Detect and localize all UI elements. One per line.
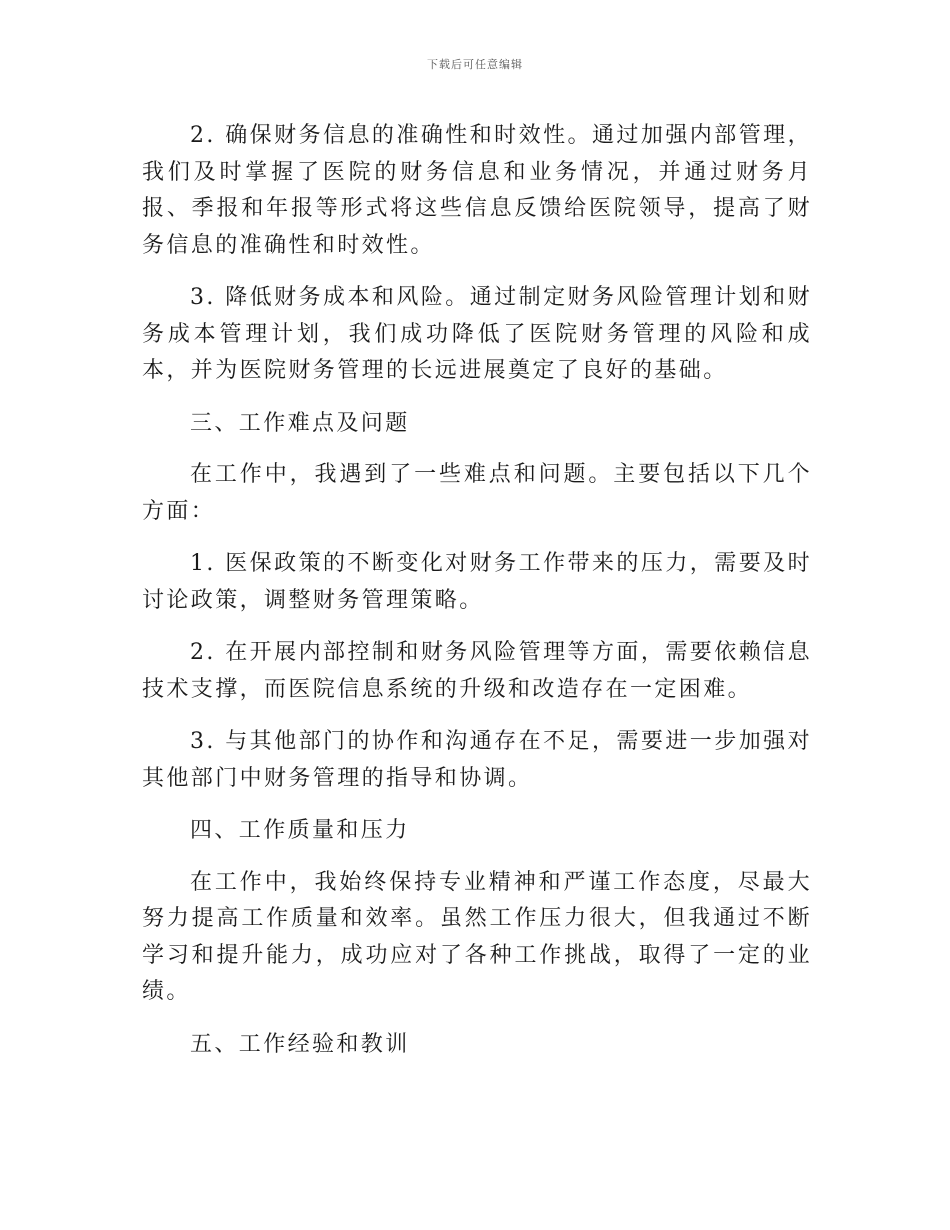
section-heading-experience: 五、工作经验和教训 (190, 1031, 410, 1057)
paragraph-cost-risk: 3. 降低财务成本和风险。通过制定财务风险管理计划和财务成本管理计划，我们成功降低了医院财务管理的风险和成本，并为医院财务管理的长远进展奠定了良好的基础。 (142, 285, 812, 383)
section-heading-quality: 四、工作质量和压力 (190, 818, 410, 843)
paragraph-difficulty-3: 3. 与其他部门的协作和沟通存在不足，需要进一步加强对其他部门中财务管理的指导和协调。 (142, 729, 812, 791)
paragraph-difficulty-1: 1. 医保政策的不断变化对财务工作带来的压力，需要及时讨论政策，调整财务管理策略。 (142, 551, 812, 613)
paragraph-quality: 在工作中，我始终保持专业精神和严谨工作态度，尽最大努力提高工作质量和效率。虽然工作压力很大，但我通过不断学习和提升能力，成功应对了各种工作挑战，取得了一定的业绩。 (142, 869, 812, 1004)
paragraph-difficulties-intro: 在工作中，我遇到了一些难点和问题。主要包括以下几个方面： (142, 462, 812, 524)
section-heading-difficulties: 三、工作难点及问题 (190, 410, 410, 436)
page-header: 下载后可任意编辑 (427, 58, 523, 71)
document-body (142, 118, 812, 1078)
paragraph-accuracy: 2. 确保财务信息的准确性和时效性。通过加强内部管理，我们及时掌握了医院的财务信息和业务情况，并通过财务月报、季报和年报等形式将这些信息反馈给医院领导，提高了财务信息的准确性和时效性。 (142, 123, 812, 258)
paragraph-difficulty-2: 2. 在开展内部控制和财务风险管理等方面，需要依赖信息技术支撑，而医院信息系统的升级和改造存在一定困难。 (142, 640, 812, 702)
